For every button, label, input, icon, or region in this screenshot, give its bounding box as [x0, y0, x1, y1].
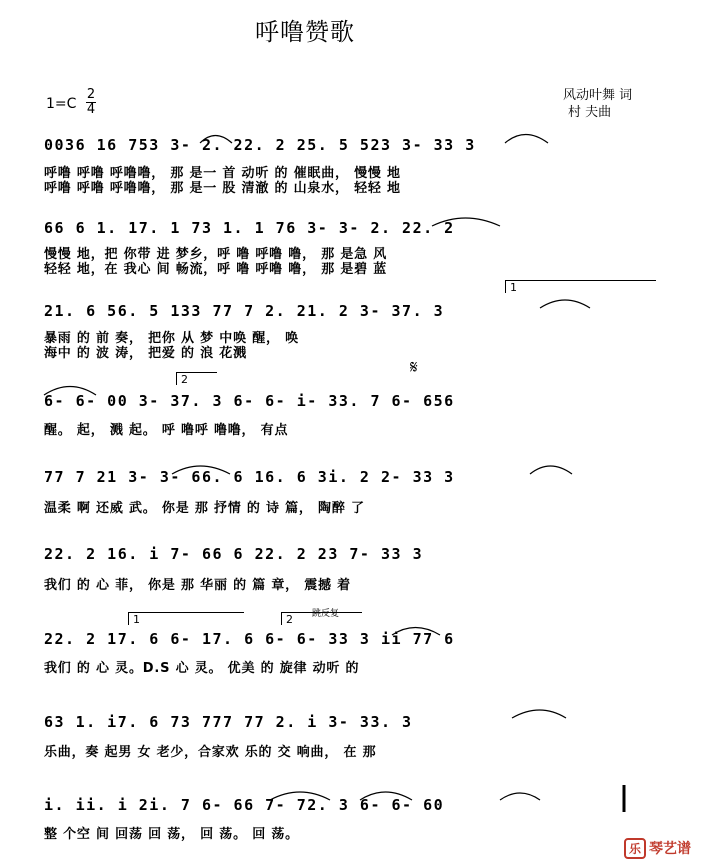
score-row-2: 66 6 1. 17. 1 73 1. 1 76 3- 3- 2. 22. 2: [44, 219, 455, 237]
volta-2-label-b: 2: [286, 613, 293, 626]
volta-1-label: 1: [510, 281, 517, 294]
lyrics-row-3b: 海中 的 波 涛， 把爱 的 浪 花溅: [44, 346, 247, 361]
time-signature-top: 2: [86, 87, 96, 102]
score-row-9: i. ii. i 2i. 7 6- 66 7- 72. 3 6- 6- 60: [44, 796, 445, 814]
score-row-1: 0036 16 753 3- 2. 22. 2 25. 5 523 3- 33 3: [44, 136, 476, 154]
score-row-7: 22. 2 17. 6 6- 17. 6 6- 6- 33 3 ii 77 6: [44, 630, 455, 648]
score-row-6: 22. 2 16. i 7- 66 6 22. 2 23 7- 33 3: [44, 545, 424, 563]
lyrics-row-8: 乐曲，奏 起男 女 老少，合家欢 乐的 交 响曲， 在 那: [44, 745, 377, 760]
volta-1-label-b: 1: [133, 613, 140, 626]
volta-2-label: 2: [181, 373, 188, 386]
lyrics-row-1b: 呼噜 呼噜 呼噜噜， 那 是一 股 清澈 的 山泉水， 轻轻 地: [44, 181, 401, 196]
lyrics-row-6: 我们 的 心 菲， 你是 那 华丽 的 篇 章， 震撼 着: [44, 578, 351, 593]
lyrics-row-9: 整 个空 间 回荡 回 荡， 回 荡。 回 荡。: [44, 827, 299, 842]
segno-icon: 𝄋: [410, 357, 418, 378]
jump-note: 跳反复: [312, 609, 340, 619]
lyrics-row-1a: 呼噜 呼噜 呼噜噜， 那 是一 首 动听 的 催眠曲， 慢慢 地: [44, 166, 401, 181]
logo-text: 琴艺谱: [649, 841, 691, 857]
lyricist-credit: 风动叶舞 词: [563, 88, 633, 103]
lyrics-row-5: 温柔 啊 还威 武。 你是 那 抒情 的 诗 篇， 陶醉 了: [44, 501, 365, 516]
lyrics-row-2b: 轻轻 地，在 我心 间 畅流，呼 噜 呼噜 噜， 那 是碧 蓝: [44, 262, 388, 277]
lyrics-row-3a: 暴雨 的 前 奏， 把你 从 梦 中唤 醒， 唤: [44, 331, 299, 346]
lyrics-row-2a: 慢慢 地，把 你带 进 梦乡，呼 噜 呼噜 噜， 那 是急 风: [44, 247, 388, 262]
site-logo[interactable]: [624, 838, 691, 859]
lyrics-row-4: 醒。 起， 溅 起。 呼 噜呼 噜噜， 有点: [44, 423, 289, 438]
score-row-8: 63 1. i7. 6 73 777 77 2. i 3- 33. 3: [44, 713, 413, 731]
score-row-4: 6- 6- 00 3- 37. 3 6- 6- i- 33. 7 6- 656: [44, 392, 455, 410]
lyrics-row-7: 我们 的 心 灵。D.S 心 灵。 优美 的 旋律 动听 的: [44, 661, 360, 676]
logo-badge-icon: 乐: [624, 838, 646, 859]
key-signature: 1=C: [46, 96, 77, 112]
composer-credit: 村 夫曲: [568, 105, 612, 120]
volta-1-bracket: [505, 280, 656, 293]
song-title: 呼噜赞歌: [255, 18, 355, 46]
volta-2-bracket: [176, 372, 217, 385]
time-signature-bottom: 4: [86, 102, 96, 117]
score-row-5: 77 7 21 3- 3- 66. 6 16. 6 3i. 2 2- 33 3: [44, 468, 455, 486]
volta-1-bracket-b: [128, 612, 244, 625]
score-row-3: 21. 6 56. 5 133 77 7 2. 21. 2 3- 37. 3: [44, 302, 445, 320]
